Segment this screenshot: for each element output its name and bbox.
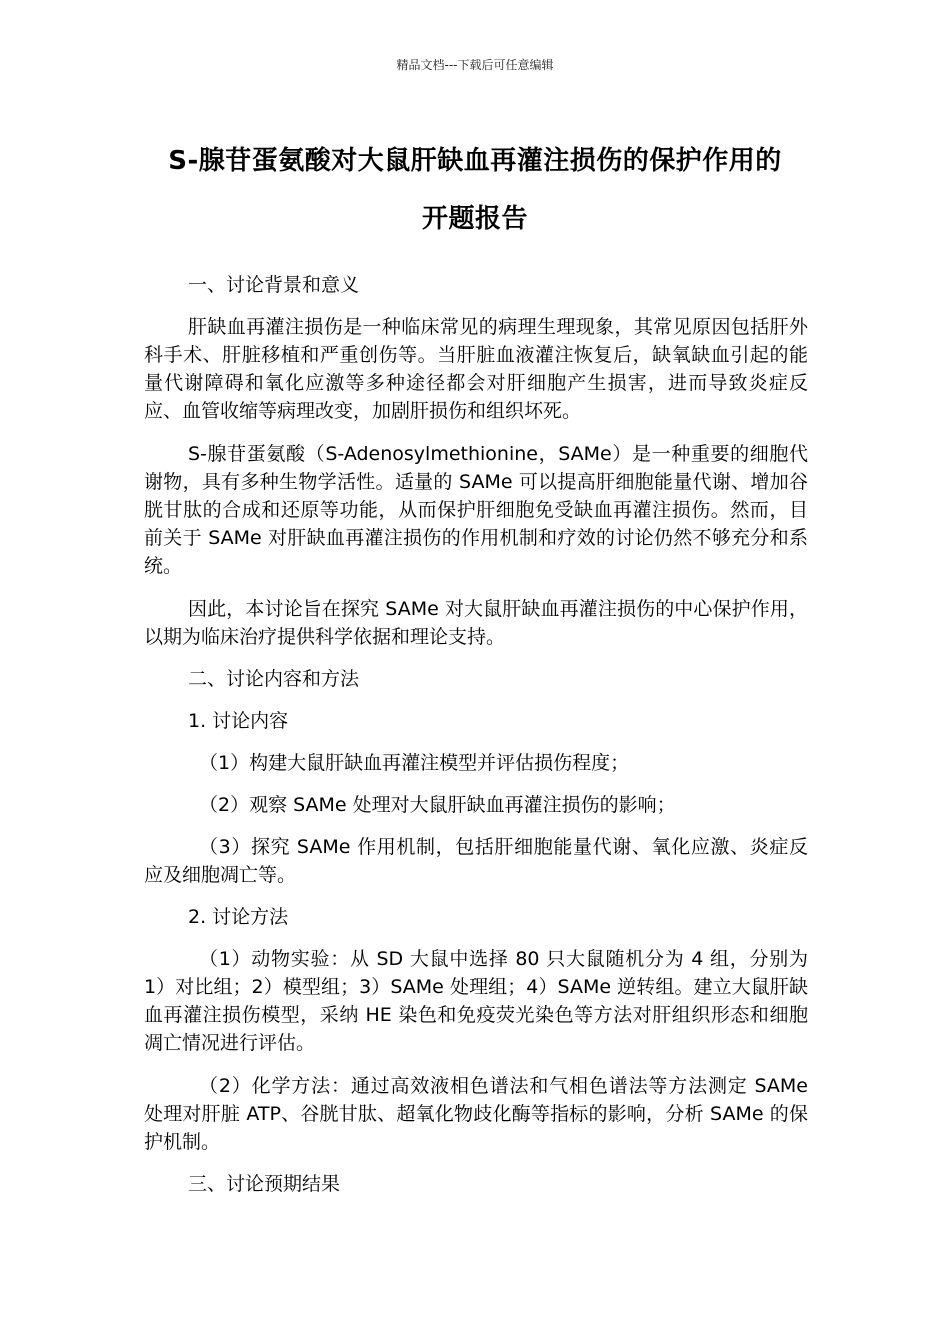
section-heading-1: 一、讨论背景和意义	[188, 274, 360, 296]
subheading-method: 2. 讨论方法	[188, 906, 289, 928]
content-item-1: （1）构建大鼠肝缺血再灌注模型并评估损伤程度；	[199, 752, 630, 774]
title-line-2: 开题报告	[421, 204, 528, 234]
document-body	[144, 271, 808, 1198]
paragraph-purpose: 因此，本讨论旨在探究 SAMe 对大鼠肝缺血再灌注损伤的中心保护作用，以期为临床治疗提供科学依据和理论支持。	[144, 598, 808, 648]
subheading-content: 1. 讨论内容	[188, 710, 289, 732]
content-item-2: （2）观察 SAMe 处理对大鼠肝缺血再灌注损伤的影响；	[199, 794, 676, 816]
document-title	[120, 132, 830, 248]
content-item-3: （3）探究 SAMe 作用机制，包括肝细胞能量代谢、氧化应激、炎症反应及细胞凋亡等。	[144, 836, 808, 886]
section-heading-3: 三、讨论预期结果	[188, 1173, 341, 1195]
method-item-2: （2）化学方法：通过高效液相色谱法和气相色谱法等方法测定 SAMe 处理对肝脏 ATP、谷胱甘肽、超氧化物歧化酶等指标的影响，分析 SAMe 的保护机制。	[144, 1075, 808, 1153]
section-heading-2: 二、讨论内容和方法	[188, 668, 360, 690]
paragraph-same-intro: S-腺苷蛋氨酸（S-Adenosylmethionine，SAMe）是一种重要的细胞代谢物，具有多种生物学活性。适量的 SAMe 可以提高肝细胞能量代谢、增加谷胱甘肽的合成和还原等功能，从而保护肝细胞免受缺血再灌注损伤。然而，目前关于 SAMe 对肝缺血再灌注损伤的作用机制和疗效的讨论仍然不够充分和系统。	[144, 443, 808, 577]
paragraph-background: 肝缺血再灌注损伤是一种临床常见的病理生理现象，其常见原因包括肝外科手术、肝脏移植和严重创伤等。当肝脏血液灌注恢复后，缺氧缺血引起的能量代谢障碍和氧化应激等多种途径都会对肝细胞产生损害，进而导致炎症反应、血管收缩等病理改变，加剧肝损伤和组织坏死。	[144, 316, 808, 422]
title-line-1: S-腺苷蛋氨酸对大鼠肝缺血再灌注损伤的保护作用的	[168, 146, 782, 176]
method-item-1: （1）动物实验：从 SD 大鼠中选择 80 只大鼠随机分为 4 组，分别为 1）对比组；2）模型组；3）SAMe 处理组；4）SAMe 逆转组。建立大鼠肝缺血再灌注损伤模型，采纳 HE 染色和免疫荧光染色等方法对肝组织形态和细胞凋亡情况进行评估。	[144, 948, 808, 1054]
page-header: 精品文档---下载后可任意编辑	[396, 58, 554, 72]
